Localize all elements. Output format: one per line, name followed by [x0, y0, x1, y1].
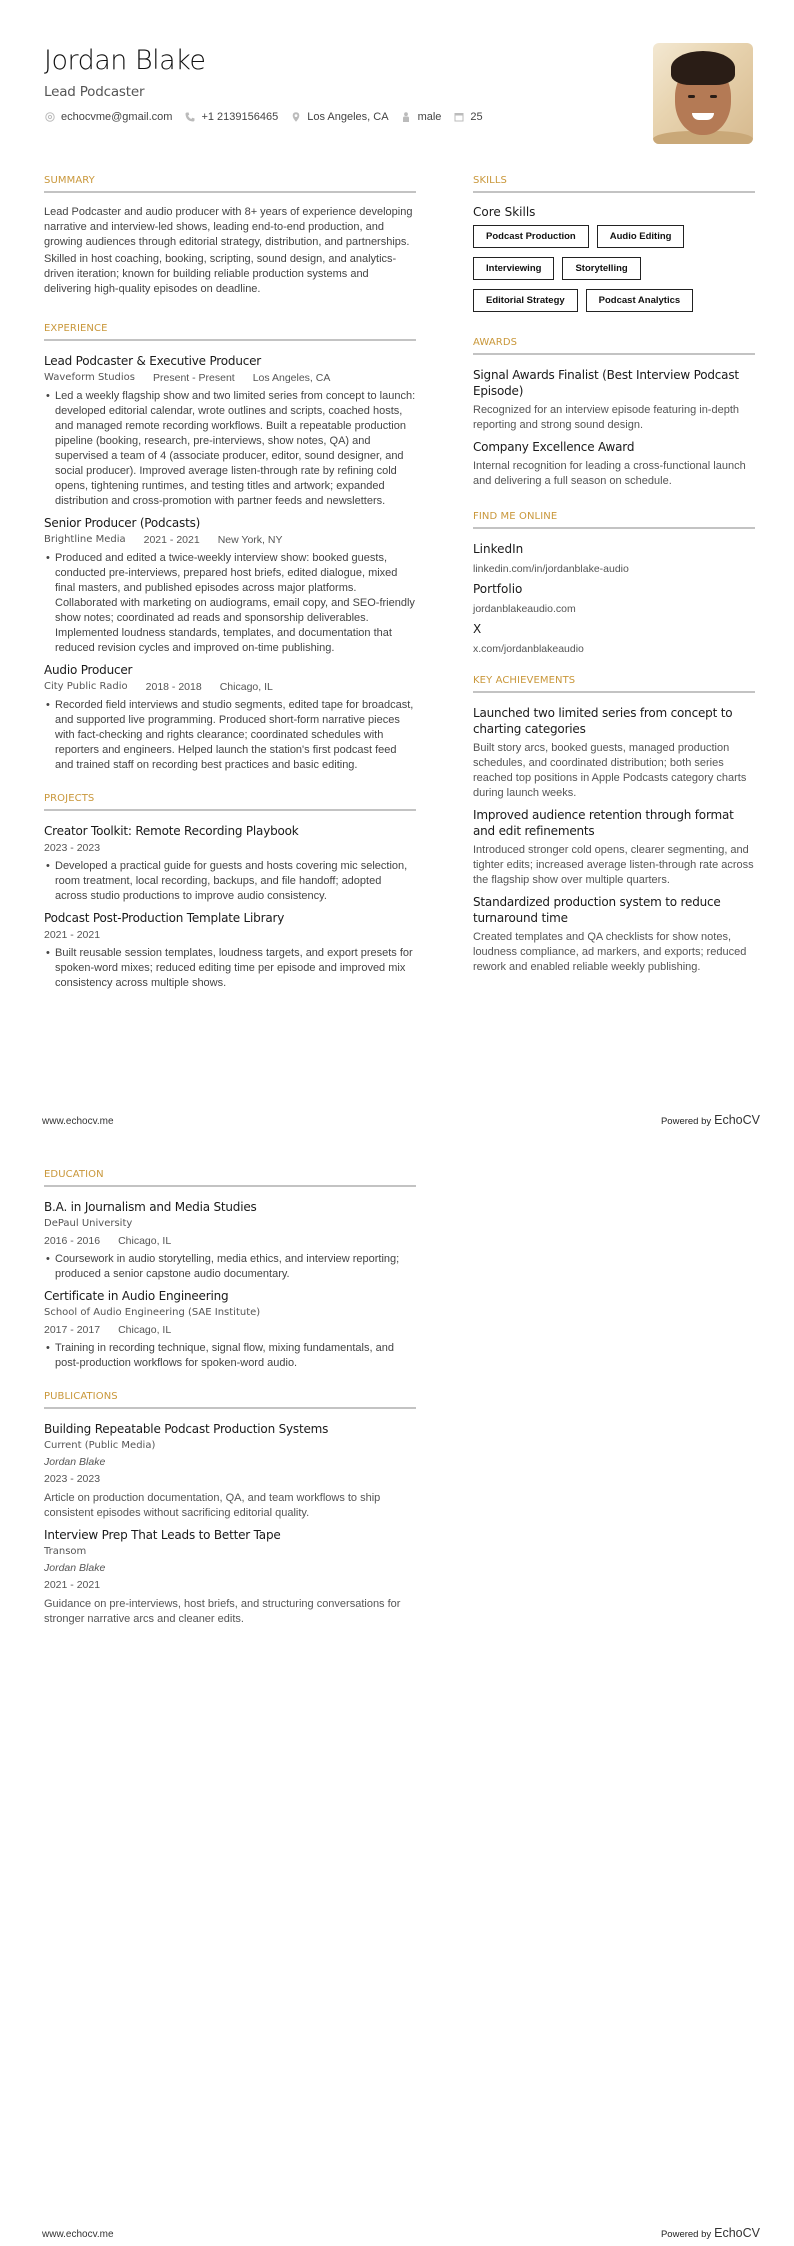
powered-by: [661, 1113, 760, 1127]
bullet-icon: •: [46, 1342, 50, 1354]
edu-description: Training in recording technique, signal flow, mixing fundamentals, and post-production workflows for spoken-word audio.: [55, 1342, 394, 1369]
person-icon: [401, 112, 412, 123]
bullet-icon: •: [46, 860, 50, 872]
powered-by-label: Powered by: [660, 1116, 712, 1127]
achievement-title: Standardized production system to reduce turnaround time: [473, 895, 721, 925]
skill-tags: [473, 225, 755, 321]
skill-tag: Storytelling: [562, 257, 640, 280]
footer-url[interactable]: www.echocv.me: [42, 2229, 114, 2240]
award-title: Company Excellence Award: [473, 440, 635, 454]
job-location: Los Angeles, CA: [252, 372, 331, 384]
bullet-icon: •: [46, 1253, 50, 1265]
publication-item: [44, 1421, 416, 1521]
skills-group-title: Core Skills: [473, 205, 536, 219]
project-description: Built reusable session templates, loudness targets, and export presets for spoken-word mixes; reduced editing time per episode and improved mix consistency across multiple shows.: [55, 947, 413, 989]
publication-item: [44, 1527, 416, 1627]
phone-icon: [184, 112, 195, 123]
summary-paragraph: Lead Podcaster and audio producer with 8+ years of experience developing narrative and interview-led shows, leading end-to-end production, and growing audiences through editorial strategy, distribution, and partnerships.: [44, 206, 413, 248]
edu-dates: 2016 - 2016: [44, 1235, 101, 1247]
job-dates: 2018 - 2018: [145, 681, 202, 693]
job-company: Brightline Media: [44, 534, 126, 545]
publication-dates: 2021 - 2021: [44, 1579, 101, 1591]
contact-age-value: 25: [470, 111, 483, 123]
projects-heading: PROJECTS: [44, 793, 416, 811]
experience-item: [44, 353, 416, 509]
project-description: Developed a practical guide for guests and hosts covering mic selection, room treatment, local recording, backups, and file handoff; adopted across studio productions to improve audio consistency.: [55, 860, 408, 902]
job-dates: Present - Present: [153, 372, 235, 384]
contact-location-value: Los Angeles, CA: [307, 111, 389, 123]
achievement-title: Launched two limited series from concept to charting categories: [473, 706, 733, 736]
achievement-title: Improved audience retention through format and edit refinements: [473, 808, 734, 838]
experience-item: [44, 662, 416, 773]
job-role: Lead Podcaster & Executive Producer: [44, 354, 262, 368]
job-company: City Public Radio: [44, 681, 128, 692]
job-role: Senior Producer (Podcasts): [44, 516, 201, 530]
job-location: New York, NY: [217, 534, 283, 546]
degree: B.A. in Journalism and Media Studies: [44, 1200, 257, 1214]
education-item: [44, 1288, 416, 1371]
achievement-description: Created templates and QA checklists for show notes, loudness compliance, ad markers, and exports; reduced rework and enabled reliable weekly publishing.: [473, 931, 747, 973]
project-item: [44, 823, 416, 904]
job-description: Led a weekly flagship show and two limited series from concept to launch: developed editorial calendar, wrote outlines and scripts, coached hosts, and managed remote recording workflows. Built a repeatable production pipeline (booking, research, pre-interviews, show notes, QA) and supervised a team of 4 (associate producer, editor, sound designer, and social producer). Improved average listen-through rate by refining cold opens, tightening runtimes, and testing titles and artwork; expanded distribution and cross-promotion with partner feeds and newsletters.: [55, 390, 416, 507]
link-label-linkedin: LinkedIn: [473, 542, 524, 556]
link-linkedin[interactable]: linkedin.com/in/jordanblake-audio: [473, 563, 629, 575]
brand-logo: EchoCV: [714, 2226, 760, 2240]
at-icon: [44, 112, 55, 123]
bullet-icon: •: [46, 947, 50, 959]
contact-phone-value: +1 2139156465: [201, 111, 279, 123]
bullet-icon: •: [46, 552, 50, 564]
job-company: Waveform Studios: [44, 372, 136, 383]
awards-section: [473, 337, 755, 489]
profile-photo: [653, 43, 753, 144]
skill-tag: Podcast Production: [473, 225, 589, 248]
publisher: Transom: [44, 1546, 87, 1557]
publications-section: [44, 1391, 416, 1627]
project-item: [44, 910, 416, 991]
achievement-description: Introduced stronger cold opens, clearer segmenting, and tighter edits; increased average listen-through rate across the flagship show over multiple quarters.: [473, 844, 754, 886]
publisher: Current (Public Media): [44, 1440, 156, 1451]
education-item: [44, 1199, 416, 1282]
project-dates: 2023 - 2023: [44, 842, 101, 854]
project-name: Podcast Post-Production Template Library: [44, 911, 285, 925]
contact-age: [453, 111, 482, 123]
edu-description: Coursework in audio storytelling, media ethics, and interview reporting; produced a senior capstone audio documentary.: [55, 1253, 400, 1280]
publication-title: Interview Prep That Leads to Better Tape: [44, 1528, 281, 1542]
award-title: Signal Awards Finalist (Best Interview Podcast Episode): [473, 368, 739, 398]
education-heading: EDUCATION: [44, 1169, 416, 1187]
page-footer: [42, 2226, 760, 2240]
experience-heading: EXPERIENCE: [44, 323, 416, 341]
online-heading: FIND ME ONLINE: [473, 511, 755, 529]
achievements-heading: KEY ACHIEVEMENTS: [473, 675, 755, 693]
school: School of Audio Engineering (SAE Institute): [44, 1307, 261, 1318]
award-description: Recognized for an interview episode featuring in-depth reporting and strong sound design.: [473, 404, 739, 431]
degree: Certificate in Audio Engineering: [44, 1289, 229, 1303]
right-column: [473, 175, 755, 981]
candidate-name: Jordan Blake: [44, 45, 206, 76]
skills-heading: SKILLS: [473, 175, 755, 193]
skill-tag: Editorial Strategy: [473, 289, 578, 312]
skills-section: [473, 175, 755, 321]
edu-location: Chicago, IL: [118, 1324, 172, 1336]
publication-description: Article on production documentation, QA, and team workflows to ship consistent episodes without sacrificing editorial quality.: [44, 1492, 381, 1519]
publication-author: Jordan Blake: [44, 1456, 106, 1468]
award-description: Internal recognition for leading a cross-functional launch and delivering a full season on schedule.: [473, 460, 746, 487]
candidate-title: Lead Podcaster: [44, 84, 145, 100]
project-dates: 2021 - 2021: [44, 929, 101, 941]
online-section: [473, 511, 755, 657]
skill-tag: Interviewing: [473, 257, 554, 280]
contact-location: [290, 111, 388, 123]
link-label-x: X: [473, 622, 482, 636]
job-dates: 2021 - 2021: [143, 534, 200, 546]
contact-email[interactable]: [44, 111, 172, 123]
project-name: Creator Toolkit: Remote Recording Playbook: [44, 824, 299, 838]
summary-section: [44, 175, 416, 297]
link-label-portfolio: Portfolio: [473, 582, 523, 596]
publication-title: Building Repeatable Podcast Production Systems: [44, 1422, 329, 1436]
resume-header: [44, 44, 604, 123]
contact-phone[interactable]: [184, 111, 278, 123]
location-pin-icon: [290, 112, 301, 123]
achievement-description: Built story arcs, booked guests, managed production schedules, and coordinated distribution; both series reached top positions in Apple Podcasts category charts during launch weeks.: [473, 742, 747, 799]
experience-item: [44, 515, 416, 656]
publication-author: Jordan Blake: [44, 1562, 106, 1574]
powered-by: [661, 2226, 760, 2240]
job-description: Recorded field interviews and studio segments, edited tape for broadcast, and supported live programming. Produced short-form narrative pieces with fact-checking and rights clearance; coordinated schedules with reporters and engineers. Helped launch the station's first podcast feed and trained staff on recording best practices and basic editing.: [55, 699, 414, 771]
summary-heading: SUMMARY: [44, 175, 416, 193]
job-role: Audio Producer: [44, 663, 133, 677]
achievements-section: [473, 675, 755, 975]
link-portfolio[interactable]: jordanblakeaudio.com: [473, 603, 576, 615]
skill-tag: Podcast Analytics: [586, 289, 693, 312]
publication-dates: 2023 - 2023: [44, 1473, 101, 1485]
awards-heading: AWARDS: [473, 337, 755, 355]
contact-gender: [401, 111, 442, 123]
publication-description: Guidance on pre-interviews, host briefs, and structuring conversations for stronger narrative arcs and cleaner edits.: [44, 1598, 401, 1625]
skill-tag: Audio Editing: [597, 225, 685, 248]
contact-email-value: echocvme@gmail.com: [61, 111, 173, 123]
left-column: [44, 175, 416, 997]
edu-location: Chicago, IL: [118, 1235, 172, 1247]
powered-by-label: Powered by: [660, 2229, 712, 2240]
calendar-icon: [453, 112, 464, 123]
edu-dates: 2017 - 2017: [44, 1324, 101, 1336]
left-column: [44, 1169, 416, 1633]
job-description: Produced and edited a twice-weekly interview show: booked guests, conducted pre-interviews, prepared host briefs, edited dialogue, mixed final masters, and published episodes across major platforms. Collaborated with marketing on audiograms, email copy, and SEO-friendly show notes; coordinated ad reads and sponsorship deliverables. Implemented loudness standards, templates, and documentation that reduced revision cycles and improved on-time publishing.: [55, 552, 415, 654]
link-x[interactable]: x.com/jordanblakeaudio: [473, 643, 584, 655]
education-section: [44, 1169, 416, 1371]
job-location: Chicago, IL: [219, 681, 273, 693]
bullet-icon: •: [46, 699, 50, 711]
publications-heading: PUBLICATIONS: [44, 1391, 416, 1409]
bullet-icon: •: [46, 390, 50, 402]
projects-section: [44, 793, 416, 991]
experience-section: [44, 323, 416, 773]
page-footer: [42, 1113, 760, 1127]
resume-page-2: [0, 1130, 794, 2246]
summary-paragraph: Skilled in host coaching, booking, scripting, sound design, and analytics-driven iteration; known for building reliable production systems and delivering high-quality episodes on deadline.: [44, 253, 397, 295]
contact-gender-value: male: [417, 111, 442, 123]
brand-logo: EchoCV: [714, 1113, 760, 1127]
contact-row: [44, 111, 604, 123]
school: DePaul University: [44, 1218, 133, 1229]
footer-url[interactable]: www.echocv.me: [42, 1116, 114, 1127]
